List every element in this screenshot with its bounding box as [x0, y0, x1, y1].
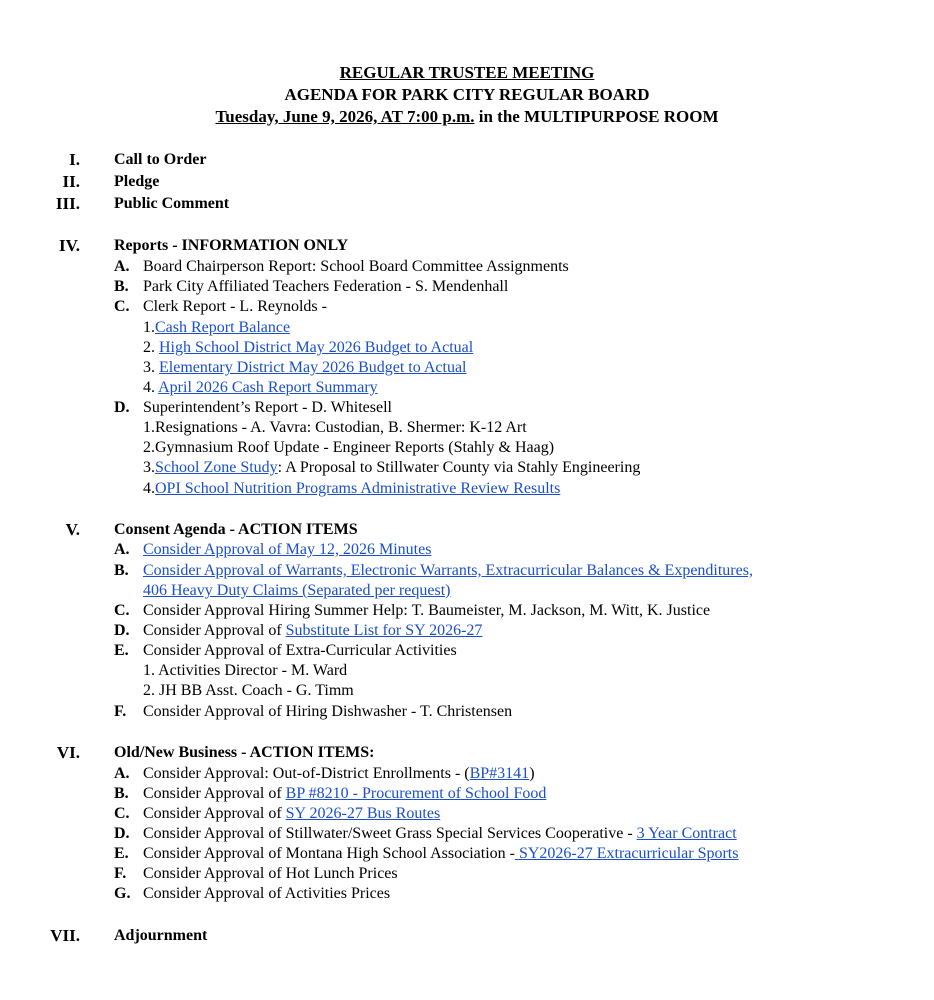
- meeting-title: REGULAR TRUSTEE MEETING: [339, 63, 595, 82]
- extracurricular-sports-link[interactable]: SY2026-27 Extracurricular Sports: [514, 845, 739, 862]
- section-number: III.: [55, 194, 80, 213]
- bp3141-link[interactable]: BP#3141: [469, 765, 530, 782]
- opi-nutrition-review-link[interactable]: OPI School Nutrition Programs Administrative Review Results: [155, 480, 561, 497]
- section-reports: Reports - INFORMATION ONLY: [114, 237, 349, 254]
- section-number: IV.: [59, 236, 80, 255]
- agenda-title: AGENDA FOR PARK CITY REGULAR BOARD: [284, 85, 650, 104]
- section-number: I.: [69, 150, 80, 169]
- meeting-date-line: Tuesday, June 9, 2026, AT 7:00 p.m. in the MULTIPURPOSE ROOM: [215, 107, 719, 126]
- section-public-comment: Public Comment: [114, 195, 230, 212]
- section-number: VII.: [50, 926, 80, 945]
- cash-report-summary-link[interactable]: April 2026 Cash Report Summary: [158, 379, 378, 396]
- section-old-new-business: Old/New Business - ACTION ITEMS:: [114, 744, 375, 761]
- bus-routes-link[interactable]: SY 2026-27 Bus Routes: [285, 805, 441, 822]
- section-pledge: Pledge: [114, 173, 160, 190]
- elementary-budget-link[interactable]: Elementary District May 2026 Budget to Actual: [159, 359, 467, 376]
- section-call-to-order: Call to Order: [114, 151, 207, 168]
- section-number: II.: [62, 172, 80, 191]
- substitute-list-link[interactable]: Substitute List for SY 2026-27: [285, 622, 483, 639]
- meeting-date: Tuesday, June 9, 2026, AT 7:00 p.m.: [215, 107, 475, 126]
- warrants-link[interactable]: Consider Approval of Warrants, Electronic Warrants, Extracurricular Balances & Expenditures,: [143, 562, 753, 579]
- cash-report-balance-link[interactable]: Cash Report Balance: [155, 319, 291, 336]
- three-year-contract-link[interactable]: 3 Year Contract: [636, 825, 737, 842]
- minutes-link[interactable]: Consider Approval of May 12, 2026 Minutes: [143, 541, 432, 558]
- bp8210-link[interactable]: BP #8210 - Procurement of School Food: [285, 785, 547, 802]
- section-number: VI.: [56, 743, 80, 762]
- high-school-budget-link[interactable]: High School District May 2026 Budget to Actual: [159, 339, 474, 356]
- section-number: V.: [65, 520, 80, 539]
- section-consent-agenda: Consent Agenda - ACTION ITEMS: [114, 521, 358, 538]
- heavy-duty-claims-link[interactable]: 406 Heavy Duty Claims (Separated per request): [143, 582, 451, 599]
- school-zone-study-link[interactable]: School Zone Study: [155, 459, 278, 476]
- section-adjournment: Adjournment: [114, 927, 208, 944]
